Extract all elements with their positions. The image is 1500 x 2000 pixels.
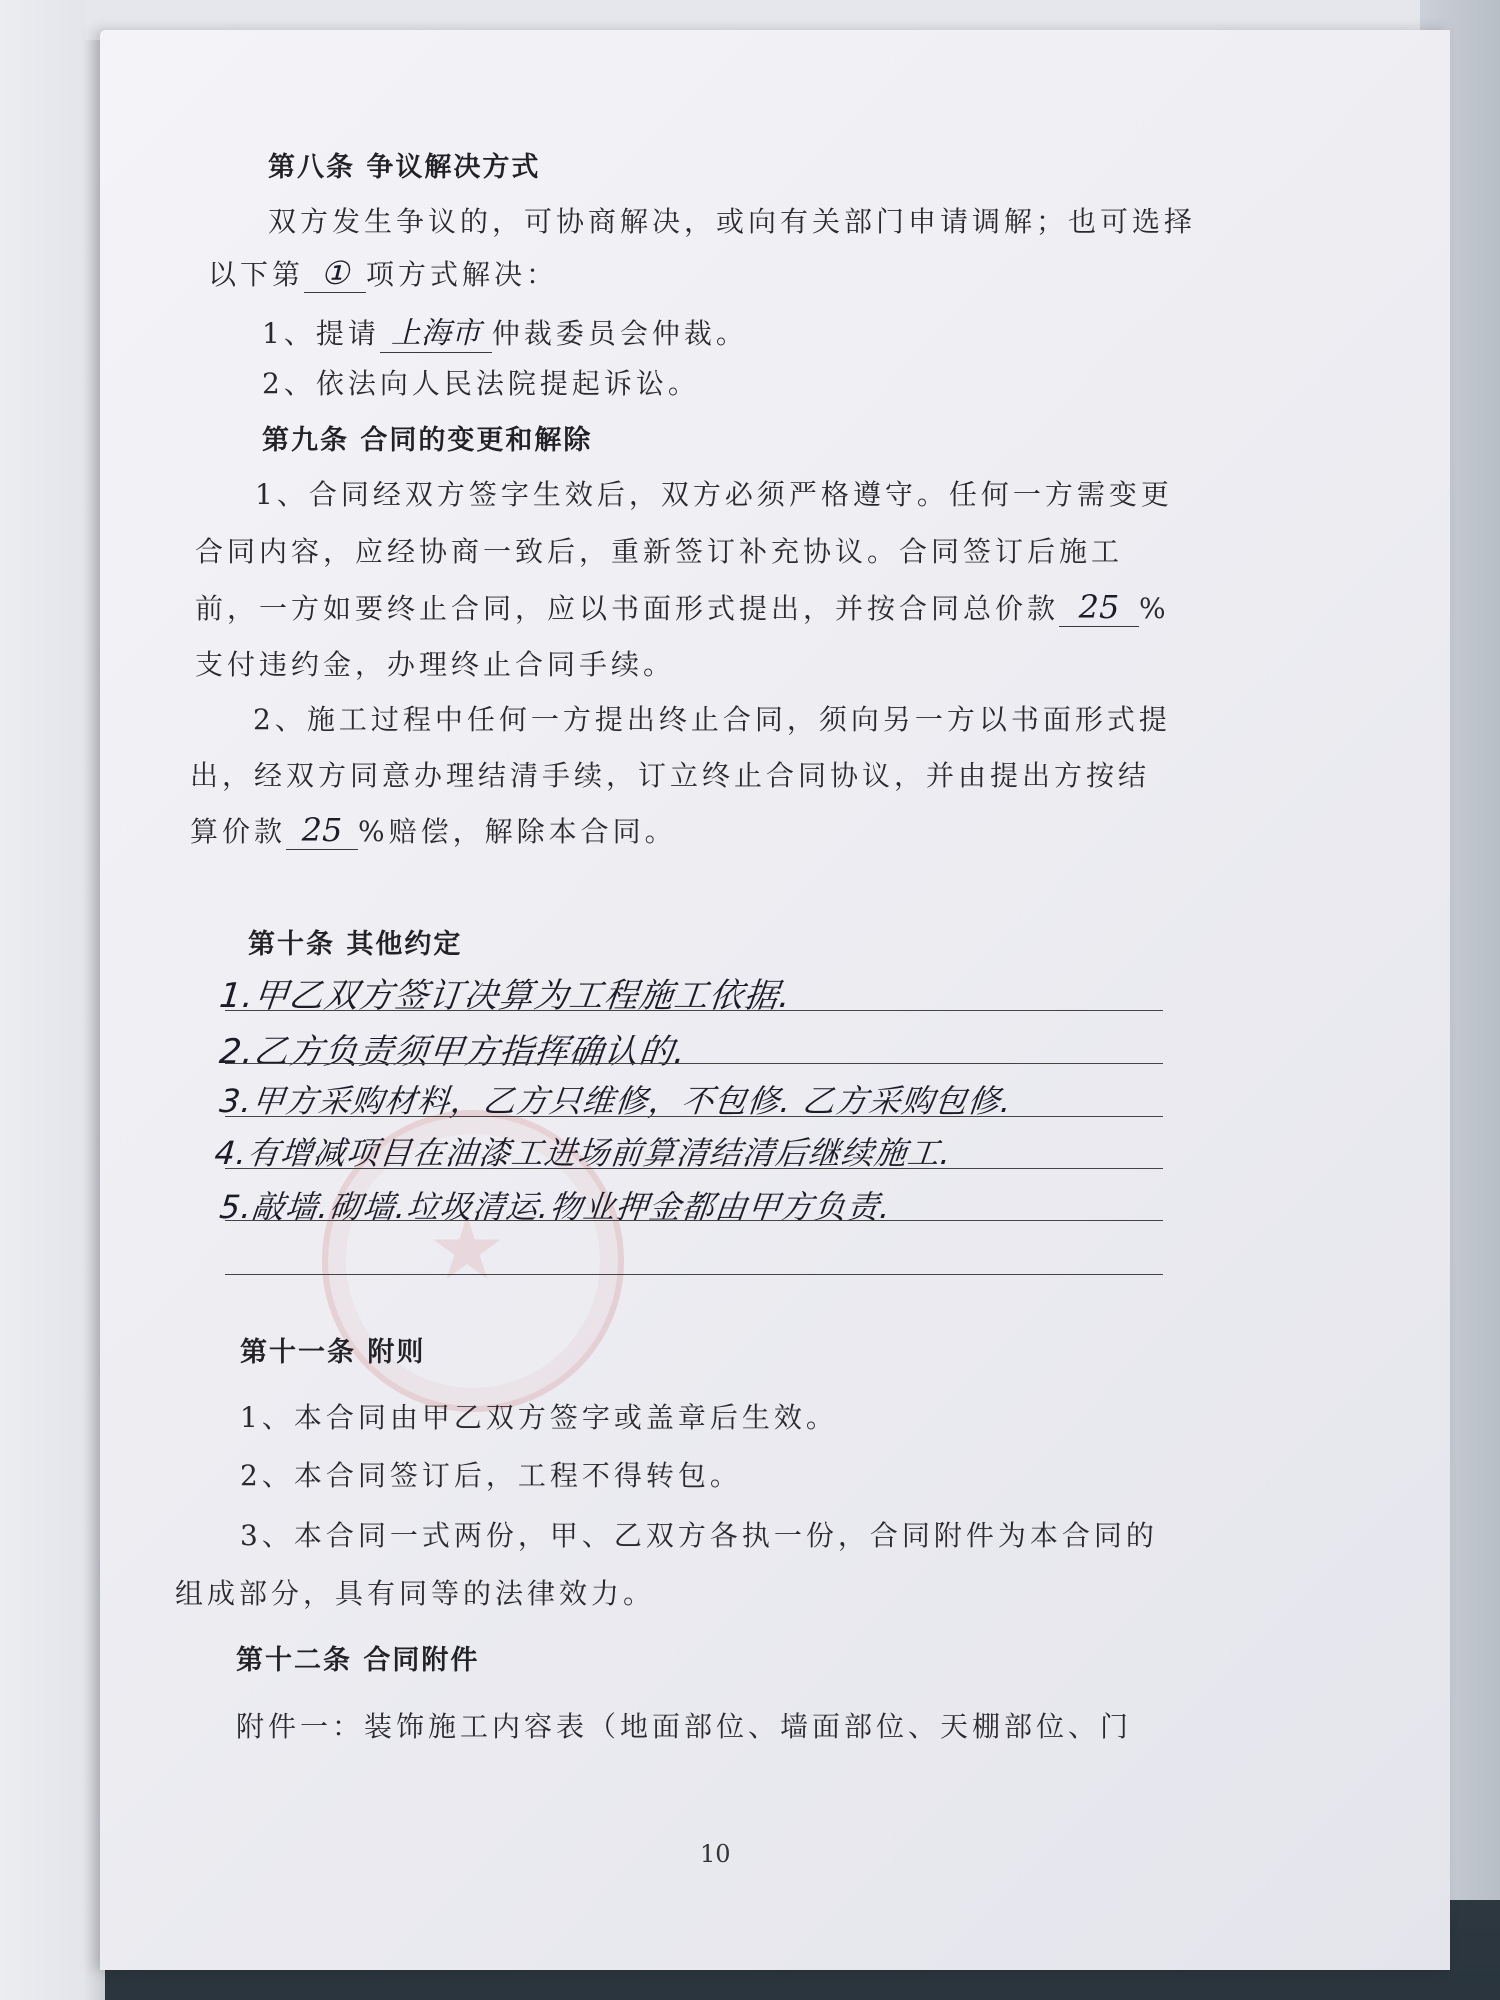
item-text: 仲裁委员会仲裁。 [491, 317, 748, 350]
article8-paragraph-line1: 双方发生争议的，可协商解决，或向有关部门申请调解；也可选择 [268, 205, 1197, 238]
article10-heading: 第十条 其他约定 [248, 929, 463, 960]
article9-p1-line2: 合同内容，应经协商一致后，重新签订补充协议。合同签订后施工 [195, 535, 1124, 568]
article11-item3-line2: 组成部分，具有同等的法律效力。 [175, 1577, 656, 1610]
compensation-fill: 25 [286, 811, 358, 850]
article11-item1: 1、本合同由甲乙双方签字或盖章后生效。 [240, 1401, 838, 1434]
article8-heading: 第八条 争议解决方式 [268, 152, 541, 183]
choice-fill: ① [304, 254, 366, 293]
article12-attachment1: 附件一：装饰施工内容表（地面部位、墙面部位、天棚部位、门 [236, 1710, 1133, 1743]
article8-item1 [262, 308, 748, 353]
writing-line [225, 1010, 1163, 1011]
item-text: 1、提请 [262, 317, 380, 350]
article11-heading: 第十一条 附则 [240, 1337, 426, 1368]
handwritten-agreement-line: 1.甲乙双方签订决算为工程施工依据. [217, 976, 793, 1016]
article9-p1-line1: 1、合同经双方签字生效后，双方必须严格遵守。任何一方需变更 [255, 478, 1173, 511]
arbitration-commission-fill: 上海市 [380, 308, 492, 353]
writing-line [225, 1116, 1163, 1117]
article9-heading: 第九条 合同的变更和解除 [262, 425, 593, 456]
writing-line [225, 1274, 1163, 1275]
percent-sign: % [1139, 592, 1170, 625]
article9-p2-line2: 出，经双方同意办理结清手续，订立终止合同协议，并由提出方按结 [190, 759, 1151, 792]
handwritten-agreement-line: 3.甲方采购材料，乙方只维修，不包修. 乙方采购包修. [217, 1082, 1014, 1120]
handwritten-agreement-line: 4.有增减项目在油漆工进场前算清结清后继续施工. [212, 1134, 954, 1172]
handwritten-agreement-line: 2.乙方负责须甲方指挥确认的. [217, 1032, 688, 1072]
article9-p1-line3 [195, 587, 1170, 627]
article9-text: %赔偿，解除本合同。 [358, 815, 677, 848]
previous-page-edge [0, 0, 105, 2000]
article9-text: 算价款 [190, 815, 287, 848]
article8-paragraph-line2 [208, 253, 558, 293]
article11-item3-line1: 3、本合同一式两份，甲、乙双方各执一份，合同附件为本合同的 [240, 1519, 1158, 1552]
article9-p2-line1: 2、施工过程中任何一方提出终止合同，须向另一方以书面形式提 [253, 703, 1171, 736]
writing-line [225, 1220, 1163, 1221]
article12-heading: 第十二条 合同附件 [236, 1645, 480, 1676]
article9-p2-line3 [190, 810, 677, 850]
article9-p1-line4: 支付违约金，办理终止合同手续。 [195, 648, 676, 681]
article8-text: 项方式解决： [366, 258, 559, 291]
handwritten-agreement-line: 5.敲墙.砌墙.垃圾清运.物业押金都由甲方负责. [217, 1188, 894, 1226]
termination-penalty-fill: 25 [1059, 588, 1139, 627]
article8-item2: 2、依法向人民法院提起诉讼。 [262, 367, 700, 400]
article9-text: 前，一方如要终止合同，应以书面形式提出，并按合同总价款 [195, 592, 1060, 625]
article8-text: 以下第 [208, 258, 305, 291]
article11-item2: 2、本合同签订后，工程不得转包。 [240, 1459, 742, 1492]
writing-line [225, 1063, 1163, 1064]
page-number: 10 [700, 1840, 731, 1868]
writing-line [225, 1168, 1163, 1169]
